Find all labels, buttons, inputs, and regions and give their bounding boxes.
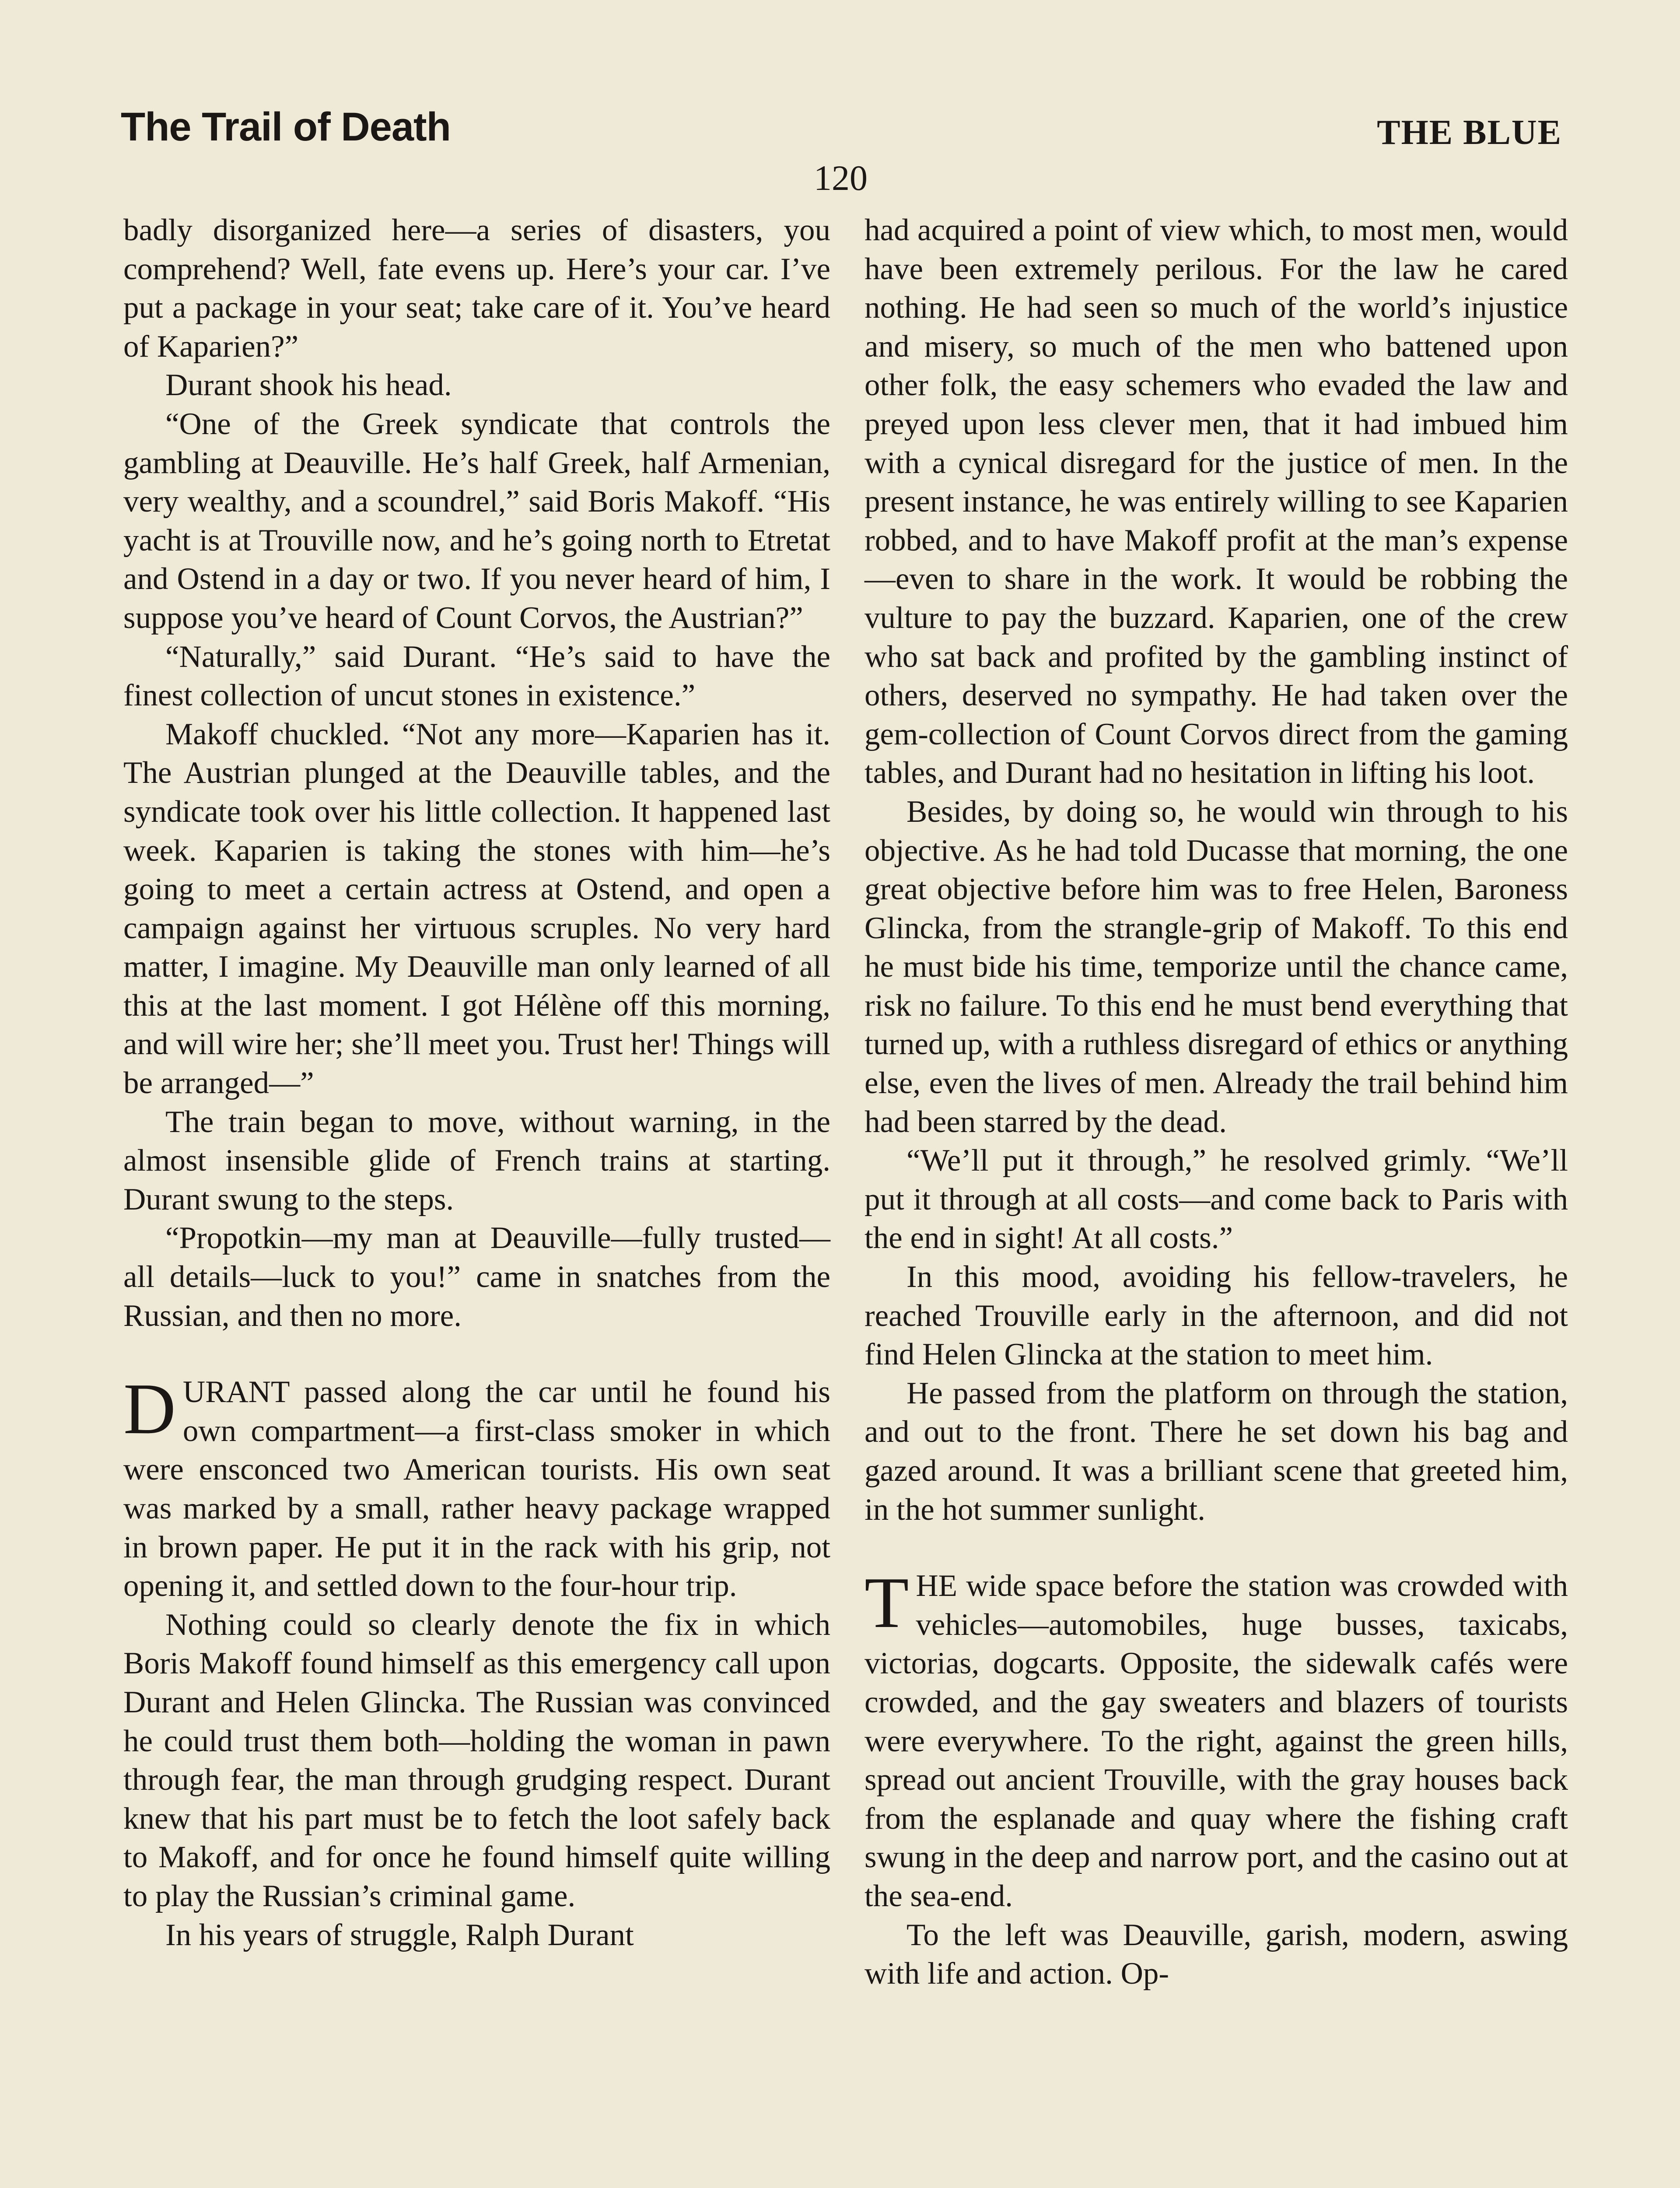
paragraph: badly disorganized here—a series of disasters, you comprehend? Well, fate evens up. Here’s your car. I’ve put a package in your seat; take care of it. You’ve heard of Kaparien?” bbox=[123, 213, 830, 364]
paragraph: In this mood, avoiding his fellow-travelers, he reached Trouville early in the afternoon, and did not find Helen Glincka at the station to meet him. bbox=[864, 1260, 1568, 1372]
paragraph: “Naturally,” said Durant. “He’s said to have the finest collection of uncut stones in existence.” bbox=[123, 639, 830, 713]
page-number: 120 bbox=[814, 158, 868, 198]
running-title: The Trail of Death bbox=[121, 105, 451, 149]
drop-cap: D bbox=[123, 1368, 176, 1449]
section-opening-text: HE wide space before the station was crowded with vehicles—automobiles, huge busses, taxicabs, victorias, dogcarts. Opposite, the sidewalk cafés were crowded, and the gay sweaters and blazers of tourists were everywhere. To the right, against the green hills, spread out ancient Trouville, with the gray houses back from the esplanade and quay where the fishing craft swung in the deep and narrow port, and the casino out at the sea-end. bbox=[864, 1569, 1568, 1913]
magazine-name: THE BLUE bbox=[1377, 113, 1562, 152]
paragraph: “Propotkin—my man at Deauville—fully trusted—all details—luck to you!” came in snatches from the Russian, and then no more. bbox=[123, 1221, 830, 1333]
paragraph: Besides, by doing so, he would win through to his objective. As he had told Ducasse that morning, the one great objective before him was to free Helen, Baroness Glincka, from the strangle-grip of Makoff. To this end he must bide his time, temporize until the chance came, risk no failure. To this end he must bend everything that turned up, with a ruthless disregard of ethics or anything else, even the lives of men. Already the trail behind him had been starred by the dead. bbox=[864, 794, 1568, 1139]
paragraph: “We’ll put it through,” he resolved grimly. “We’ll put it through at all costs—and come back to Paris with the end in sight! At all costs.” bbox=[864, 1143, 1568, 1255]
section-opening-paragraph bbox=[864, 1562, 1568, 1915]
paragraph: In his years of struggle, Ralph Durant bbox=[165, 1918, 634, 1952]
paragraph: Durant shook his head. bbox=[165, 368, 452, 403]
paragraph: The train began to move, without warning, in the almost insensible glide of French trains at starting. Durant swung to the steps. bbox=[123, 1105, 830, 1217]
section-opening-text: URANT passed along the car until he found his own compartment—a first-class smoker in which were ensconced two American tourists. His own seat was marked by a small, rather heavy package wrapped in brown paper. He put it in the rack with his grip, not opening it, and settled down to the four-hour trip. bbox=[123, 1375, 830, 1603]
section-opening-paragraph bbox=[123, 1368, 830, 1606]
paragraph: To the left was Deauville, garish, modern, aswing with life and action. Op- bbox=[864, 1918, 1568, 1991]
drop-cap: T bbox=[864, 1562, 909, 1643]
right-column bbox=[864, 211, 1568, 1993]
paragraph: “One of the Greek syndicate that controls the gambling at Deauville. He’s half Greek, half Armenian, very wealthy, and a scoundrel,” said Boris Makoff. “His yacht is at Trouville now, and he’s going north to Etretat and Ostend in a day or two. If you never heard of him, I suppose you’ve heard of Count Corvos, the Austrian?” bbox=[123, 407, 830, 635]
paragraph: Nothing could so clearly denote the fix in which Boris Makoff found himself as this emergency call upon Durant and Helen Glincka. The Russian was convinced he could trust them both—holding the woman in pawn through fear, the man through grudging respect. Durant knew that his part must be to fetch the loot safely back to Makoff, and for once he found himself quite willing to play the Russian’s criminal game. bbox=[123, 1607, 830, 1913]
paragraph: He passed from the platform on through the station, and out to the front. There he set down his bag and gazed around. It was a brilliant scene that greeted him, in the hot summer sunlight. bbox=[864, 1376, 1568, 1527]
paragraph: had acquired a point of view which, to most men, would have been extremely perilous. For the law he cared nothing. He had seen so much of the world’s injustice and misery, so much of the men who battened upon other folk, the easy schemers who evaded the law and preyed upon less clever men, that it had imbued him with a cynical disregard for the justice of men. In the present instance, he was entirely willing to see Kaparien robbed, and to have Makoff profit at the man’s expense—even to share in the work. It would be robbing the vulture to pay the buzzard. Kaparien, one of the crew who sat back and profited by the gambling instinct of others, deserved no sympathy. He had taken over the gem-collection of Count Corvos direct from the gaming tables, and Durant had no hesitation in lifting his loot. bbox=[864, 213, 1568, 790]
paragraph: Makoff chuckled. “Not any more—Kaparien has it. The Austrian plunged at the Deauville tables, and the syndicate took over his little collection. It happened last week. Kaparien is taking the stones with him—he’s going to meet a certain actress at Ostend, and open a campaign against her virtuous scruples. No very hard matter, I imagine. My Deauville man only learned of all this at the last moment. I got Hélène off this morning, and will wire her; she’ll meet you. Trust her! Things will be arranged—” bbox=[123, 717, 830, 1101]
left-column bbox=[123, 211, 830, 1954]
